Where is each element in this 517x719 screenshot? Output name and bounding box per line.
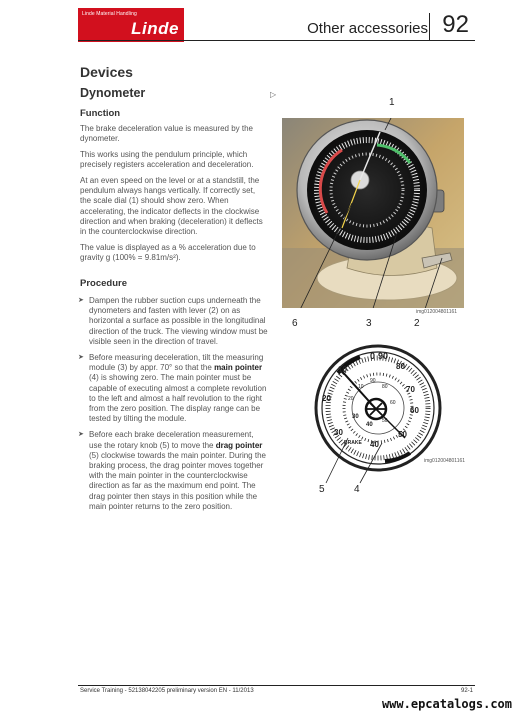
procedure-step bbox=[78, 430, 268, 512]
bullet-arrow-icon: ➤ bbox=[78, 431, 84, 439]
function-paragraph: This works using the pendulum principle, which precisely registers acceleration and deceleration. bbox=[80, 150, 254, 170]
step-text: (5) clockwise towards the main pointer. During the braking process, the drag pointer moves together with the main pointer in the counterclockwise direction as far as the maximum end point. The drag pointer then stays in this position while the main pointer returns to the zero position. bbox=[89, 450, 266, 511]
function-paragraph: The brake deceleration value is measured by the dynometer. bbox=[80, 124, 253, 144]
dynometer-photo bbox=[282, 118, 464, 308]
function-paragraph: At an even speed on the level or at a standstill, the pendulum always hangs vertically. If correctly set, the scale dial (1) should show zero. When accelerating, the indicator deflects in the clockwise direction and when braking (deceleration) it deflects in the counterclockwise direction. bbox=[80, 176, 263, 237]
step-text: Before measuring deceleration, tilt the measuring module (3) by appr. 70° so that the bbox=[89, 353, 264, 373]
heading-function: Function bbox=[80, 108, 121, 119]
gauge-face bbox=[307, 130, 427, 250]
dial-label: 0 bbox=[370, 351, 376, 361]
procedure-step bbox=[78, 296, 268, 347]
logo-brand-text: Linde bbox=[131, 19, 179, 38]
dial-inner-label: 40 bbox=[366, 422, 373, 428]
dial-inner-label: 50 bbox=[382, 418, 388, 424]
dial-inner-label: 80 bbox=[382, 384, 388, 390]
callout-6: 6 bbox=[292, 318, 298, 329]
procedure-step bbox=[78, 353, 268, 424]
step-text: (4) is showing zero. The main pointer must be capable of executing almost a complete revolution to the left and almost a half revolution to the right from the zero position. The display range can be tested by tilting the module. bbox=[89, 373, 267, 424]
dial-inner-label: 90 bbox=[370, 378, 376, 384]
dial-inner-label: 60 bbox=[390, 400, 396, 406]
dial-inner-label: 10 bbox=[358, 384, 364, 390]
procedure-list bbox=[78, 296, 268, 518]
dial-scale-word: BRAKE bbox=[344, 440, 362, 446]
footer-document-info: Service Training - 52138042205 preliminary version EN - 11/2013 bbox=[80, 688, 254, 694]
footer-rule bbox=[78, 685, 475, 686]
logo-small-text: Linde Material Handling bbox=[82, 11, 137, 17]
step-text-bold: drag pointer bbox=[215, 440, 263, 450]
watermark-url: www.epcatalogs.com bbox=[381, 697, 512, 711]
dial-label: 20 bbox=[322, 394, 331, 403]
heading-procedure: Procedure bbox=[80, 278, 127, 289]
dial-image-id: img012004801161 bbox=[424, 458, 466, 464]
step-text-bold: main pointer bbox=[214, 363, 263, 373]
bullet-arrow-icon: ➤ bbox=[78, 354, 84, 362]
photo-image-id: img012004801161 bbox=[416, 309, 458, 315]
header-rule bbox=[78, 40, 475, 41]
dial-label: 80 bbox=[396, 362, 405, 371]
header-divider-vertical bbox=[429, 13, 430, 41]
function-paragraph: The value is displayed as a % acceleration due to gravity g (100% = 9.81m/s²). bbox=[80, 243, 256, 263]
dial-label: 10 bbox=[338, 365, 347, 374]
dial-diagram bbox=[310, 343, 450, 493]
step-text: Dampen the rubber suction cups underneath the dynometers and fasten with lever (2) on as horizontal a surface as possible in the longitudinal direction of the truck. The viewing window must be visible seen in the direction of travel. bbox=[89, 296, 268, 346]
continuation-marker-icon: ▷ bbox=[270, 90, 277, 99]
dial-label: 30 bbox=[334, 428, 343, 437]
dial-label: 70 bbox=[406, 385, 415, 394]
linde-logo bbox=[78, 8, 184, 42]
dial-label: 50 bbox=[398, 430, 407, 439]
step-text: Before each brake deceleration measurement, use the rotary knob (5) to move the bbox=[89, 430, 254, 450]
callout-5: 5 bbox=[319, 484, 325, 495]
dial-label: 40 bbox=[370, 440, 379, 449]
dial-inner-label: 30 bbox=[352, 414, 359, 420]
section-title: Other accessories bbox=[307, 20, 428, 37]
heading-devices: Devices bbox=[80, 64, 133, 80]
callout-2: 2 bbox=[414, 318, 420, 329]
dial-label: 90 bbox=[378, 351, 389, 361]
page-number: 92 bbox=[442, 11, 469, 38]
callout-1: 1 bbox=[389, 97, 395, 108]
dial-label: 60 bbox=[410, 406, 419, 415]
callout-4: 4 bbox=[354, 484, 360, 495]
heading-dynometer: Dynometer bbox=[80, 86, 146, 100]
footer-page-number: 92-1 bbox=[460, 688, 473, 694]
callout-3: 3 bbox=[366, 318, 372, 329]
dial-inner-label: 20 bbox=[348, 396, 354, 402]
bullet-arrow-icon: ➤ bbox=[78, 297, 84, 304]
